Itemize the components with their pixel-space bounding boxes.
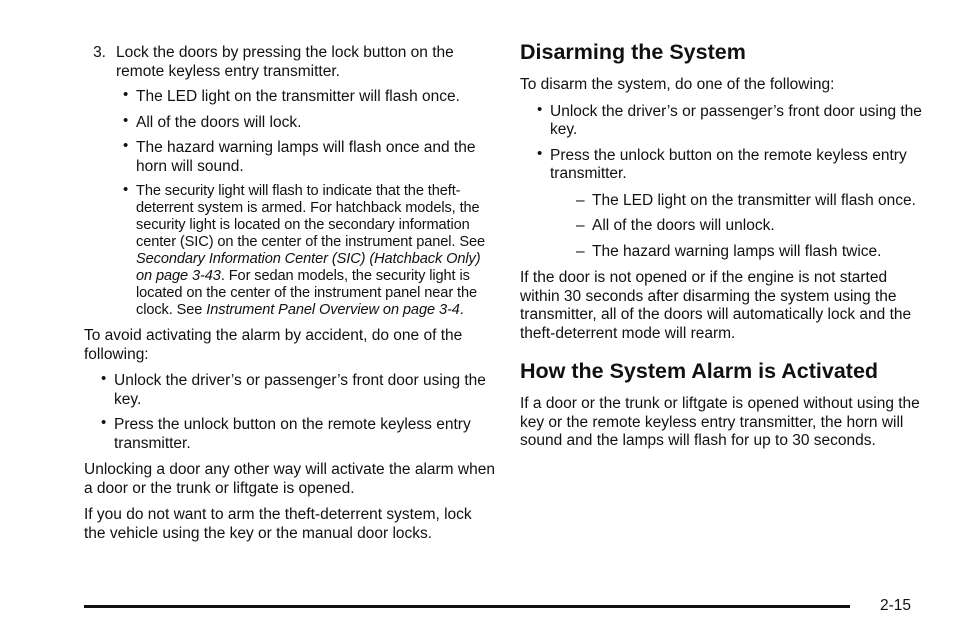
bullet-icon: • <box>537 144 543 162</box>
list-item: • Unlock the driver’s or passenger’s front door using the key. <box>537 100 922 138</box>
left-column <box>84 44 496 551</box>
bullet-icon: • <box>101 370 107 387</box>
bullet-icon: • <box>123 86 129 103</box>
list-item: • The LED light on the transmitter will flash once. <box>123 86 460 105</box>
step-text: Lock the doors by pressing the lock button on the remote keyless entry transmitter. <box>116 44 454 80</box>
cross-reference-link[interactable]: Instrument Panel Overview on page 3-4 <box>206 302 460 318</box>
list-item: – The LED light on the transmitter will flash once. <box>576 191 916 209</box>
bullet-icon: • <box>123 181 129 198</box>
page-number: 2-15 <box>880 597 912 614</box>
footer-rule <box>84 605 850 608</box>
disarm-dash-list <box>520 192 930 262</box>
list-item: • The hazard warning lamps will flash once and the horn will sound. <box>123 137 476 175</box>
bullet-icon: • <box>123 111 129 129</box>
avoid-bullet-list <box>84 372 496 453</box>
right-column <box>520 40 930 459</box>
paragraph-alarm-activated: If a door or the trunk or liftgate is opened without using the key or the remote keyless entry transmitter, the horn will sound and the lamps will flash for up to 30 seconds. <box>520 395 920 449</box>
step-3 <box>84 44 496 81</box>
heading-alarm-activated: How the System Alarm is Activated <box>520 359 879 383</box>
bullet-icon: • <box>123 137 129 154</box>
dash-icon: – <box>576 217 585 234</box>
dash-icon: – <box>576 242 585 260</box>
bullet-icon: • <box>537 100 543 118</box>
list-item: – All of the doors will unlock. <box>576 217 775 234</box>
heading-disarming: Disarming the System <box>520 40 746 64</box>
avoid-intro: To avoid activating the alarm by accident, do one of the following: <box>84 327 463 363</box>
step-bullet-list <box>84 88 496 319</box>
disarm-intro: To disarm the system, do one of the following: <box>520 76 835 93</box>
list-item: • Unlock the driver’s or passenger’s front door using the key. <box>101 370 486 408</box>
list-item: • Press the unlock button on the remote keyless entry transmitter. <box>537 144 907 182</box>
list-item: • All of the doors will lock. <box>123 111 302 131</box>
dash-icon: – <box>576 191 585 209</box>
paragraph-not-arm: If you do not want to arm the theft-deterrent system, lock the vehicle using the key or the manual door locks. <box>84 506 472 542</box>
list-item: – The hazard warning lamps will flash twice. <box>576 242 882 260</box>
step-number: 3. <box>93 44 106 61</box>
list-item-security-light: • The security light will flash to indicate that the theft-deterrent system is armed. For hatchback models, the security light is located on the secondary information center (SIC) on the center of the instrument panel. See Secondary Information Center (SIC) (Hatchback Only) on page 3-43. For sedan models, the security light is located on the center of the instrument panel near the clock. See Instrument Panel Overview on page 3-4. <box>123 181 485 318</box>
paragraph-rearm: If the door is not opened or if the engine is not started within 30 seconds after disarming the system using the transmitter, all of the doors will automatically lock and the theft-deterrent mode will rearm. <box>520 269 912 342</box>
disarm-bullet-list <box>520 100 930 184</box>
bullet-icon: • <box>101 414 107 431</box>
cross-reference-link[interactable]: Secondary Information Center (SIC) (Hatchback Only) on page 3-43 <box>136 251 481 284</box>
paragraph-unlocking: Unlocking a door any other way will activate the alarm when a door or the trunk or liftgate is opened. <box>84 461 495 497</box>
list-item: • Press the unlock button on the remote keyless entry transmitter. <box>101 414 471 452</box>
